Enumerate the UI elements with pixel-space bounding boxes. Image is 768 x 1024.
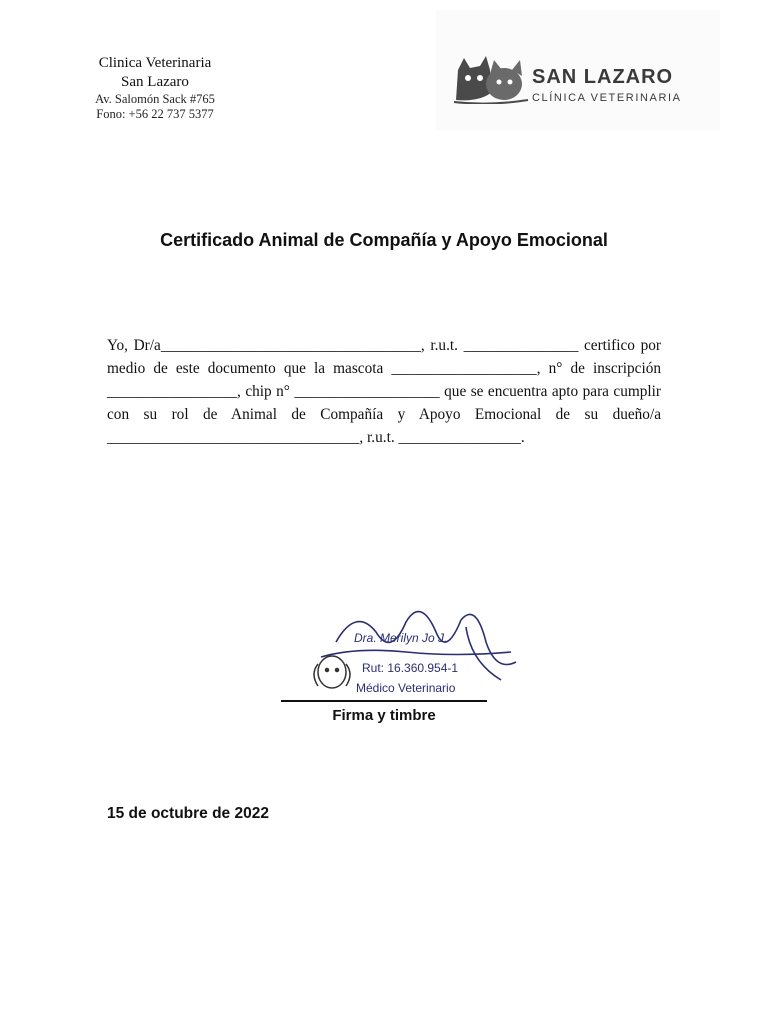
clinic-phone: Fono: +56 22 737 5377 bbox=[96, 107, 214, 122]
logo-subtitle: CLÍNICA VETERINARIA bbox=[532, 92, 682, 104]
signature-caption: Firma y timbre bbox=[332, 707, 436, 724]
logo-title: SAN LAZARO bbox=[532, 66, 674, 88]
clinic-address: Av. Salomón Sack #765 bbox=[95, 91, 215, 106]
document-date: 15 de octubre de 2022 bbox=[107, 805, 269, 822]
signature-line bbox=[281, 700, 487, 702]
clinic-info bbox=[70, 54, 240, 123]
signature-stamp bbox=[296, 602, 526, 702]
signature-stamp-rut: Rut: 16.360.954-1 bbox=[362, 661, 459, 675]
signature-handwritten-name: Dra. Merilyn Jo J. bbox=[354, 631, 448, 645]
clinic-name: Clinica Veterinaria bbox=[98, 55, 212, 71]
certificate-body: Yo, Dr/a__________________________________, r.u.t. _______________ certifico por medio de este documento que la mascota ___________________, n° de inscripción _________________, chip n° ___________________ que se encuentra apto para cumplir con su rol de Animal de Compañía y Apoyo Emocional de su dueño/a _________________________________, r.u.t. ________________. bbox=[107, 337, 661, 446]
signature-stamp-role: Médico Veterinario bbox=[356, 681, 456, 695]
document-title: Certificado Animal de Compañía y Apoyo Emocional bbox=[160, 230, 608, 250]
clinic-name-line2: San Lazaro bbox=[121, 73, 189, 90]
clinic-logo bbox=[436, 10, 720, 130]
dog-stamp-icon bbox=[314, 656, 350, 688]
cat-dog-logo-icon bbox=[450, 52, 530, 104]
